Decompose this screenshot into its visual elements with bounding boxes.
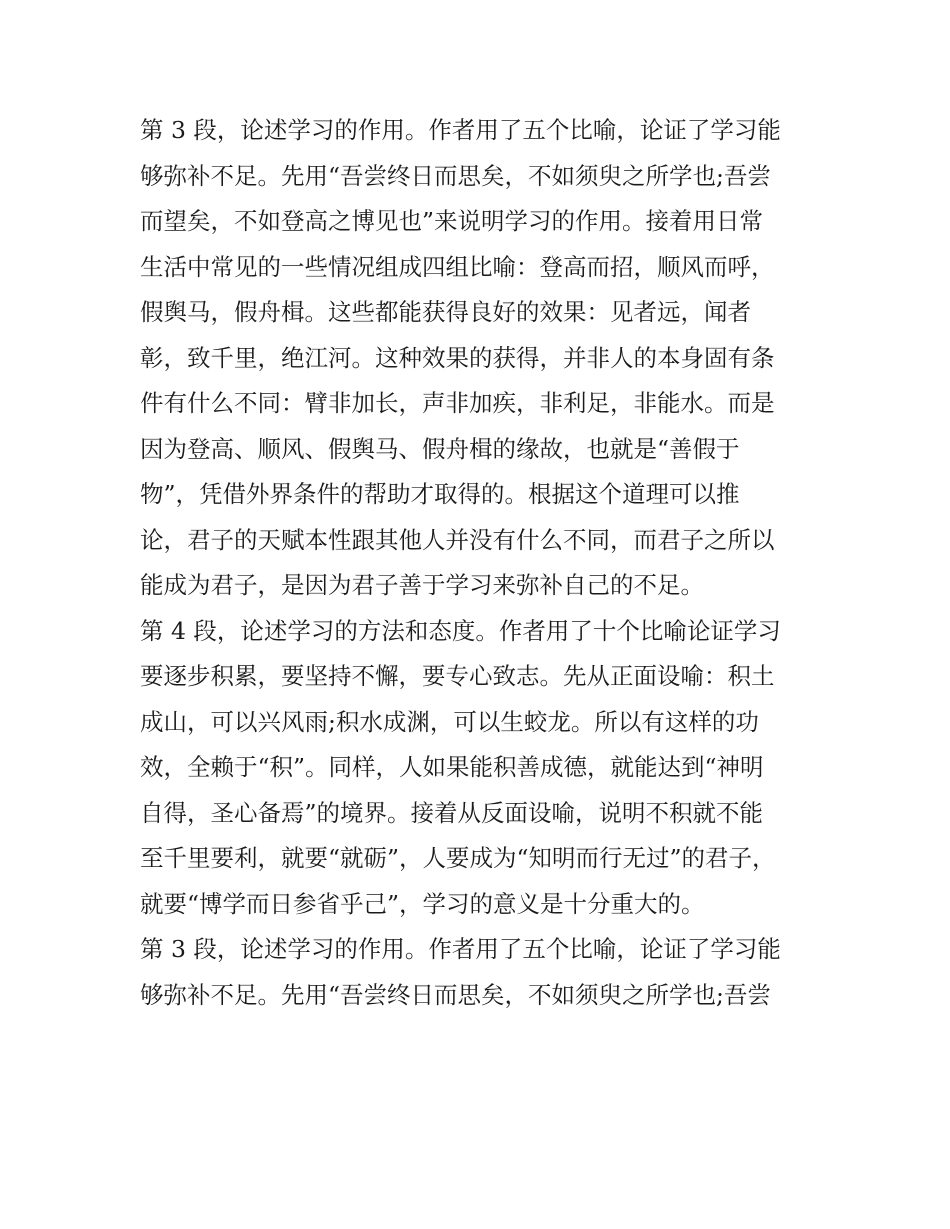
text-line: 能成为君子，是因为君子善于学习来弥补自己的不足。 (140, 571, 704, 599)
text-line: 够弥补不足。先用“吾尝终日而思矣，不如须臾之所学也;吾尝 (140, 980, 771, 1009)
text-line: 要逐步积累，要坚持不懈，要专心致志。先从正面设喻：积土 (140, 662, 775, 690)
text-line: 论，君子的天赋本性跟其他人并没有什么不同，而君子之所以 (140, 525, 775, 554)
text-line: 就要“博学而日参省乎己”，学习的意义是十分重大的。 (140, 889, 705, 918)
text-line: 至千里要利，就要“就砺”，人要成为“知明而行无过”的君子， (140, 844, 776, 872)
text-line: 自得，圣心备焉”的境界。接着从反面设喻，说明不积就不能 (140, 798, 764, 827)
text-line: 假舆马，假舟楫。这些都能获得良好的效果：见者远，闻者 (140, 298, 751, 326)
text-line: 生活中常见的一些情况组成四组比喻：登高而招，顺风而呼， (140, 252, 775, 281)
text-line: 成山，可以兴风雨;积水成渊，可以生蛟龙。所以有这样的功 (140, 707, 759, 736)
text-line: 因为登高、顺风、假舆马、假舟楫的缘故，也就是“善假于 (140, 434, 740, 463)
text-line: 效，全赖于“积”。同样，人如果能积善成德，就能达到“神明 (140, 753, 764, 781)
text-line: 件有什么不同：臂非加长，声非加疾，非利足，非能水。而是 (140, 389, 775, 417)
document-body (140, 108, 812, 1018)
text-line: 第 3 段，论述学习的作用。作者用了五个比喻，论证了学习能 (140, 935, 781, 963)
text-line: 第 3 段，论述学习的作用。作者用了五个比喻，论证了学习能 (140, 116, 781, 144)
text-line: 第 4 段，论述学习的方法和态度。作者用了十个比喻论证学习 (140, 616, 781, 645)
text-line: 彰，致千里，绝江河。这种效果的获得，并非人的本身固有条 (140, 343, 775, 372)
text-line: 物”，凭借外界条件的帮助才取得的。根据这个道理可以推 (140, 480, 740, 508)
text-line: 够弥补不足。先用“吾尝终日而思矣，不如须臾之所学也;吾尝 (140, 161, 771, 190)
text-line: 而望矣，不如登高之博见也”来说明学习的作用。接着用日常 (140, 207, 764, 235)
